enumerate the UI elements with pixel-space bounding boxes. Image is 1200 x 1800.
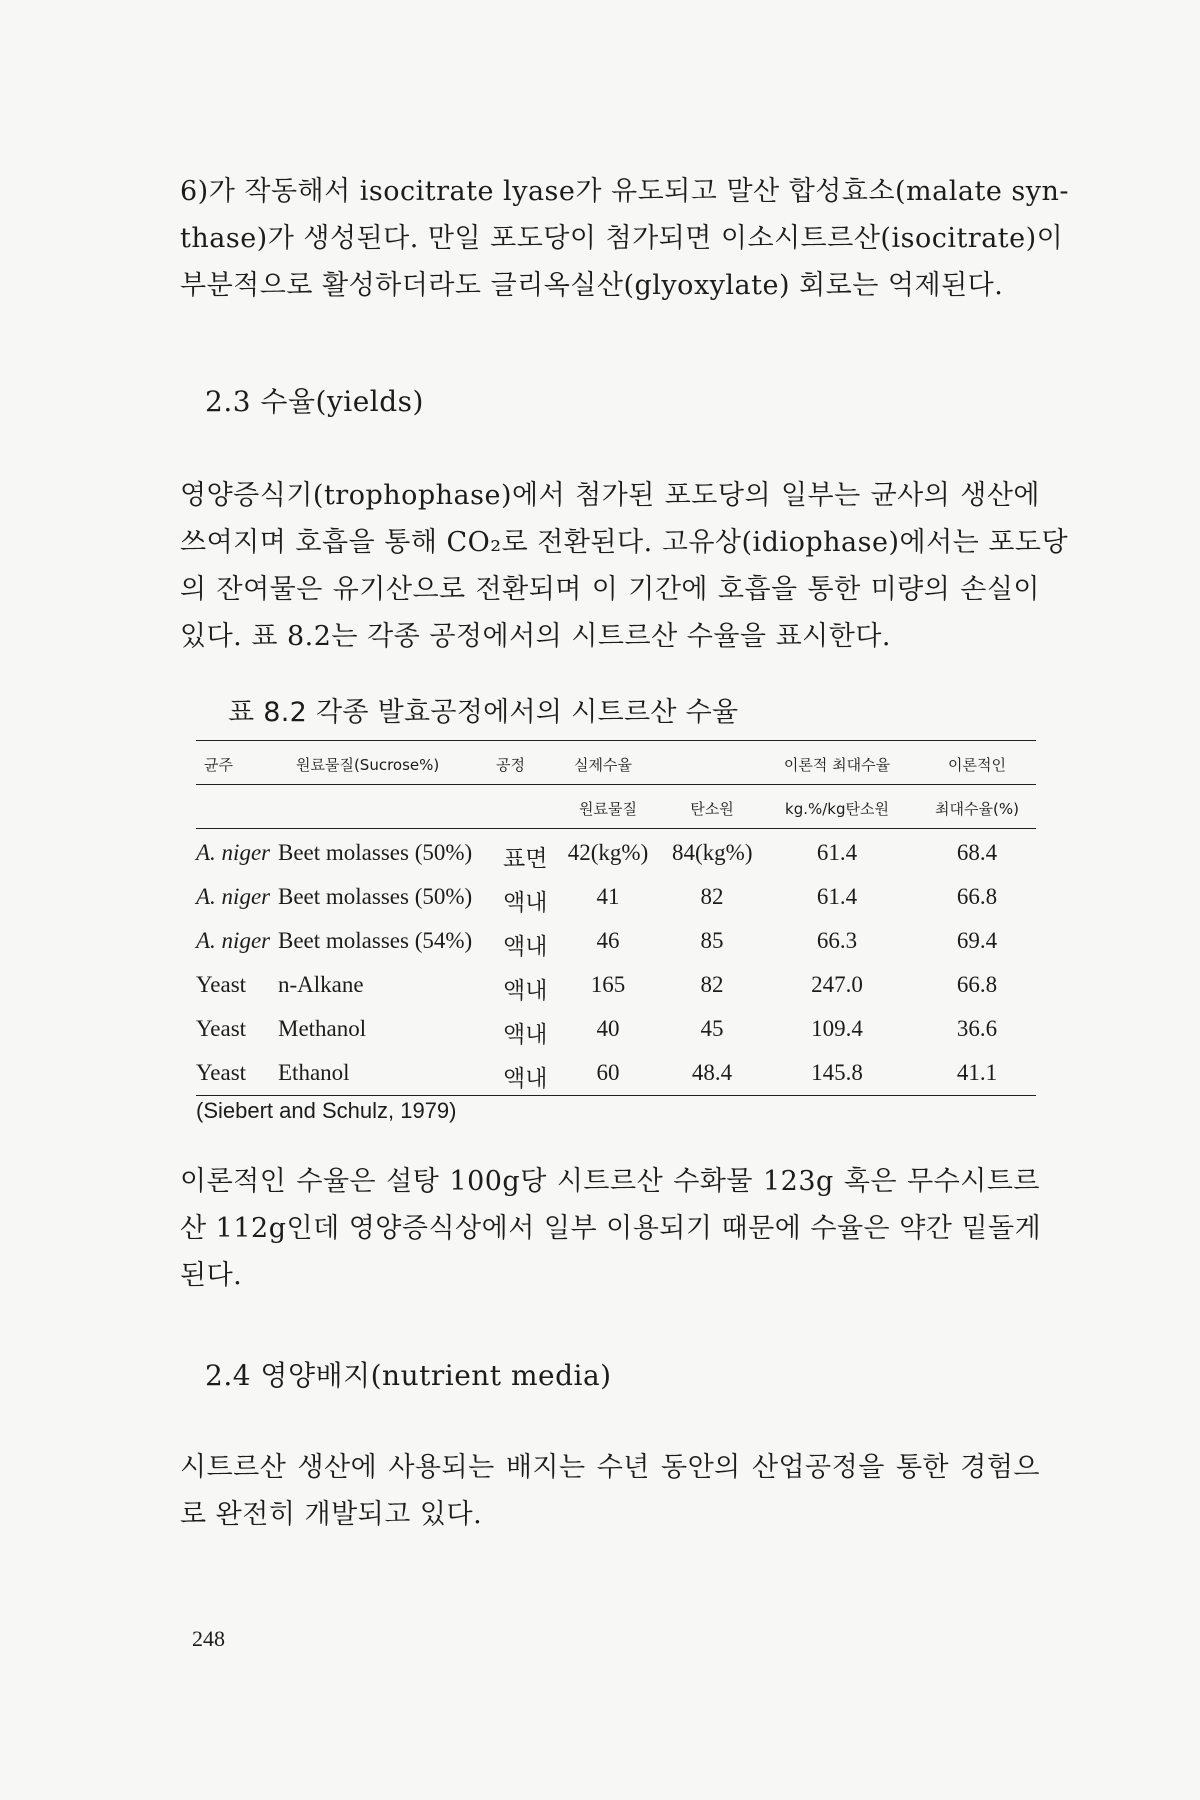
cell-theoretical-pct: 41.1: [956, 1060, 998, 1085]
cell-yield-substrate: 46: [596, 928, 620, 953]
cell-yield-carbon: 45: [700, 1016, 724, 1041]
cell-substrate: Methanol: [278, 1016, 367, 1041]
cell-substrate: n-Alkane: [278, 972, 364, 997]
table-citation: (Siebert and Schulz, 1979): [196, 1098, 457, 1123]
cell-species: Yeast: [196, 1016, 247, 1041]
header-theoretical-pct: 이론적인: [948, 756, 1006, 774]
cell-theoretical-max: 145.8: [811, 1060, 863, 1085]
cell-process: 액내: [503, 890, 548, 916]
cell-process: 액내: [503, 1022, 548, 1048]
section-2-4-paragraph: [180, 1444, 1040, 1538]
table-header-rule: [196, 784, 1036, 785]
table-caption: 표 8.2 각종 발효공정에서의 시트르산 수율: [228, 697, 739, 728]
after-table-paragraph: [180, 1158, 1040, 1299]
cell-species: A. niger: [196, 884, 271, 909]
cell-yield-carbon: 48.4: [691, 1060, 733, 1085]
cell-substrate: Beet molasses (54%): [278, 928, 473, 953]
header-process: 공정: [496, 756, 525, 774]
cell-substrate: Beet molasses (50%): [278, 884, 473, 909]
cell-species: Yeast: [196, 1060, 247, 1085]
page-number: 248: [192, 1626, 225, 1651]
cell-yield-substrate: 41: [596, 884, 620, 909]
table-bottom-rule: [196, 1095, 1036, 1096]
text-line: 의 잔여물은 유기산으로 전환되며 이 기간에 호흡을 통한 미량의 손실이: [180, 574, 1040, 605]
cell-substrate: Beet molasses (50%): [278, 840, 473, 865]
header-yield-carbon: 탄소원: [690, 800, 734, 818]
intro-paragraph: [180, 168, 1070, 309]
header-yield-substrate: 원료물질: [579, 800, 637, 818]
text-line: 있다. 표 8.2는 각종 공정에서의 시트르산 수율을 표시한다.: [180, 621, 891, 652]
cell-yield-substrate: 60: [596, 1060, 620, 1085]
cell-theoretical-max: 247.0: [811, 972, 863, 997]
cell-theoretical-pct: 69.4: [956, 928, 998, 953]
cell-species: A. niger: [196, 928, 271, 953]
cell-substrate: Ethanol: [278, 1060, 350, 1085]
text-line: 산 112g인데 영양증식상에서 일부 이용되기 때문에 수율은 약간 밑돌게: [180, 1213, 1042, 1244]
cell-theoretical-pct: 66.8: [956, 972, 998, 997]
cell-process: 액내: [503, 1066, 548, 1092]
cell-theoretical-max: 61.4: [816, 884, 858, 909]
cell-theoretical-pct: 68.4: [956, 840, 998, 865]
section-heading-2-3: 2.3 수율(yields): [205, 385, 424, 418]
cell-yield-substrate: 165: [590, 972, 626, 997]
text-line: 이론적인 수율은 설탕 100g당 시트르산 수화물 123g 혹은 무수시트르: [180, 1166, 1040, 1197]
text-line: 로 완전히 개발되고 있다.: [180, 1499, 483, 1530]
section-2-3-paragraph: [180, 472, 1069, 660]
header-actual-yield: 실제수율: [574, 756, 632, 774]
cell-yield-substrate: 42(kg%): [567, 840, 649, 865]
cell-yield-carbon: 82: [700, 972, 724, 997]
text-line: 된다.: [180, 1260, 243, 1291]
text-line: 시트르산 생산에 사용되는 배지는 수년 동안의 산업공정을 통한 경험으: [180, 1452, 1040, 1483]
cell-species: Yeast: [196, 972, 247, 997]
cell-theoretical-max: 61.4: [816, 840, 858, 865]
text-line: 6)가 작동해서 isocitrate lyase가 유도되고 말산 합성효소(malate syn-: [180, 176, 1070, 207]
table-subheader-rule: [196, 828, 1036, 829]
header-theoretical-max: 이론적 최대수율: [783, 756, 891, 774]
cell-process: 액내: [503, 978, 548, 1004]
text-line: 부분적으로 활성하더라도 글리옥실산(glyoxylate) 회로는 억제된다.: [180, 270, 1004, 301]
text-line: 쓰여지며 호흡을 통해 CO₂로 전환된다. 고유상(idiophase)에서는 포도당: [180, 527, 1069, 558]
cell-yield-carbon: 82: [700, 884, 724, 909]
cell-theoretical-pct: 36.6: [956, 1016, 998, 1041]
header-species: 균주: [204, 756, 233, 774]
text-line: 영양증식기(trophophase)에서 첨가된 포도당의 일부는 균사의 생산에: [180, 480, 1040, 511]
cell-theoretical-pct: 66.8: [956, 884, 998, 909]
cell-process: 액내: [503, 934, 548, 960]
header-kg-per-carbon: kg.%/kg탄소원: [785, 800, 889, 818]
cell-yield-carbon: 85: [700, 928, 724, 953]
cell-yield-substrate: 40: [596, 1016, 620, 1041]
table-top-rule: [196, 740, 1036, 741]
section-heading-2-4: 2.4 영양배지(nutrient media): [205, 1359, 612, 1392]
header-max-yield-pct: 최대수율(%): [935, 800, 1019, 818]
cell-process: 표면: [503, 846, 548, 872]
cell-theoretical-max: 109.4: [811, 1016, 863, 1041]
text-line: thase)가 생성된다. 만일 포도당이 첨가되면 이소시트르산(isocitrate)이: [180, 223, 1064, 254]
header-substrate: 원료물질(Sucrose%): [296, 756, 440, 774]
cell-species: A. niger: [196, 840, 271, 865]
cell-yield-carbon: 84(kg%): [672, 840, 753, 865]
cell-theoretical-max: 66.3: [816, 928, 858, 953]
